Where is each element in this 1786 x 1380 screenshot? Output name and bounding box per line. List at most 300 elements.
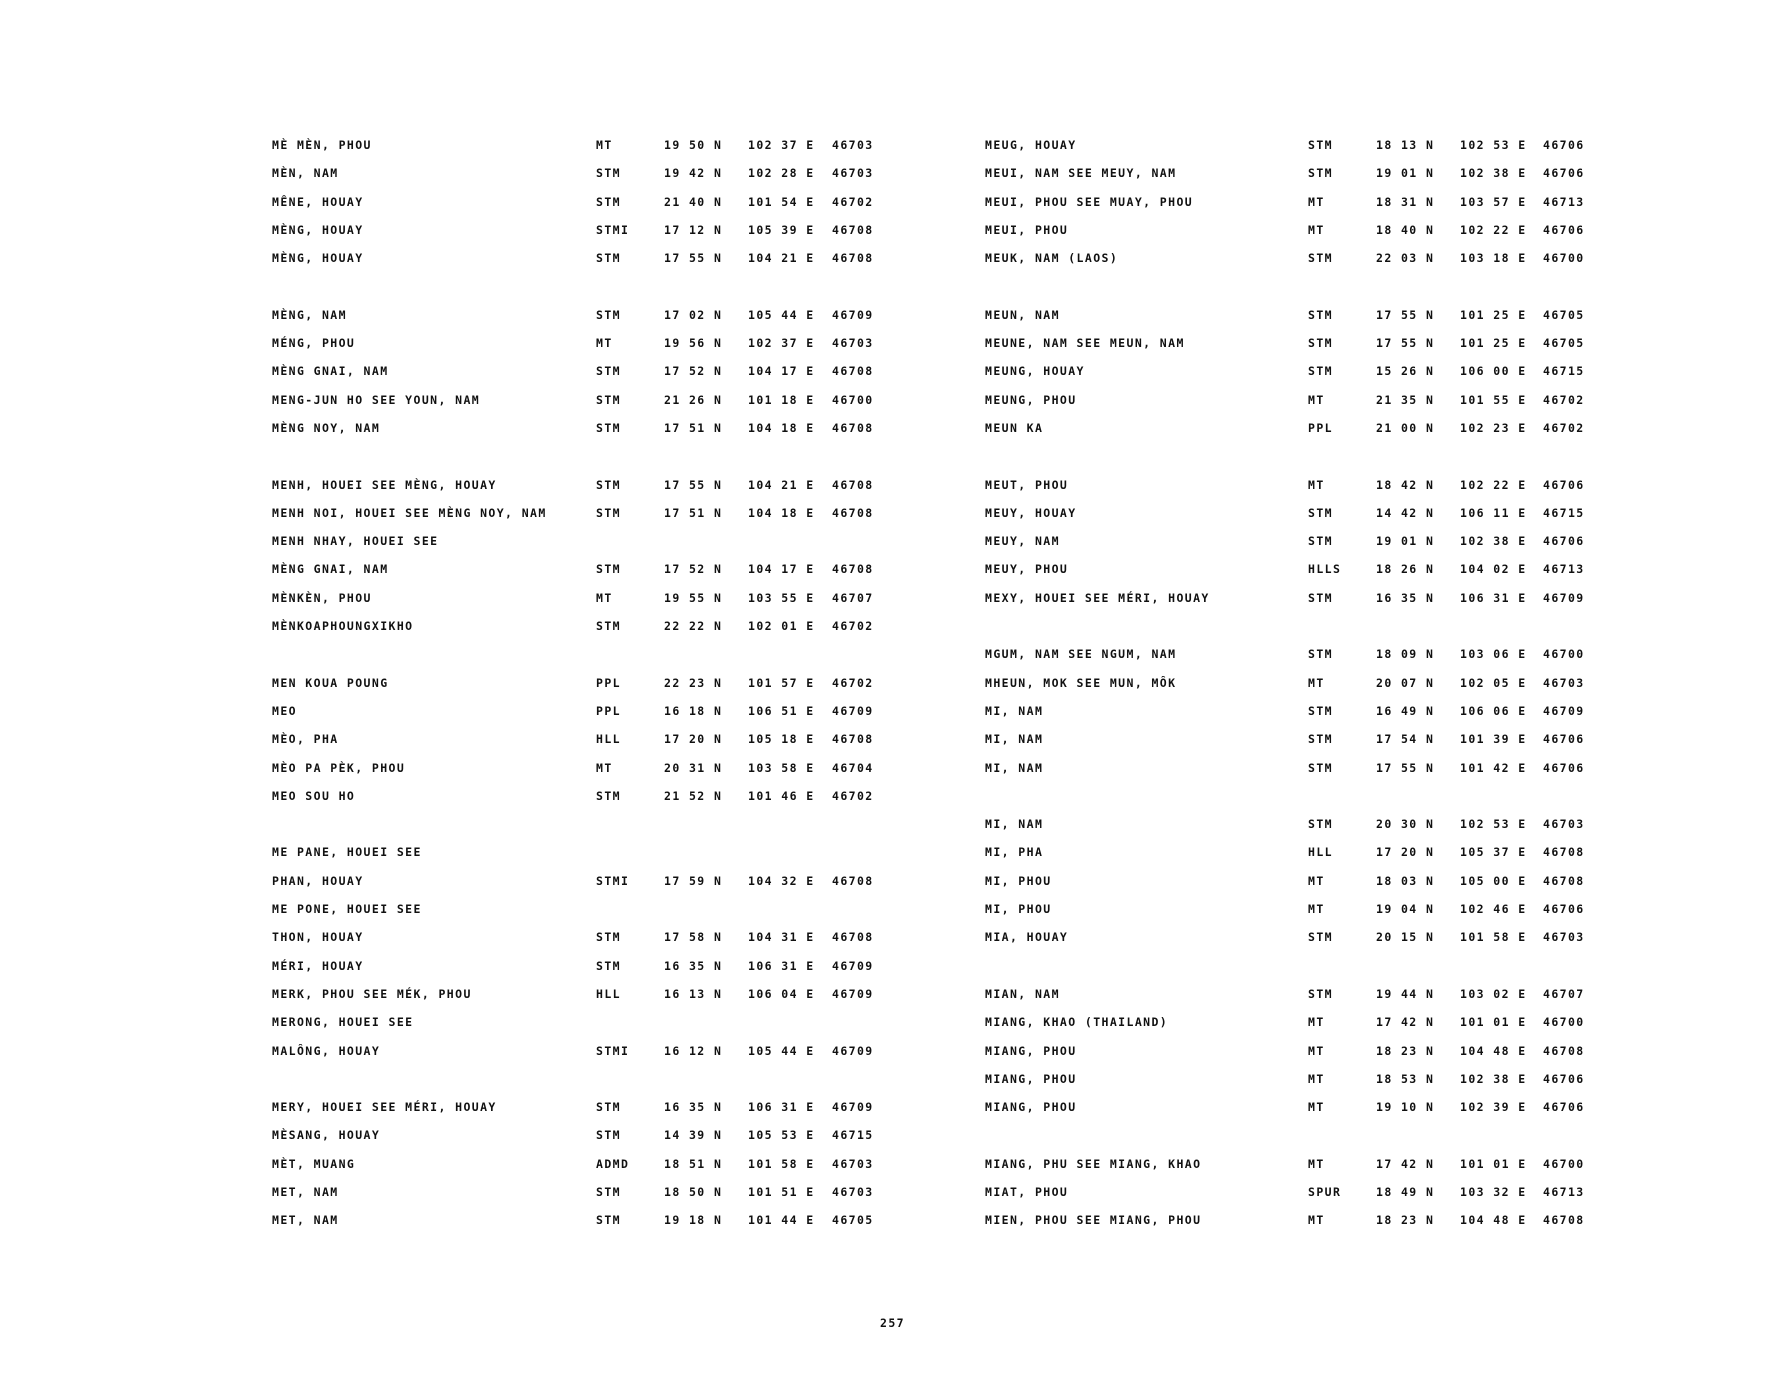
gazetteer-column-right — [985, 138, 1605, 1242]
place-name: MET, NAM — [272, 1184, 339, 1199]
feature-type: STM — [596, 562, 621, 577]
latitude: 19 10 N — [1376, 1100, 1435, 1115]
latitude: 16 18 N — [664, 703, 723, 718]
longitude: 106 31 E — [1460, 590, 1527, 605]
gazetteer-entry — [985, 987, 1605, 1015]
longitude: 106 31 E — [748, 958, 815, 973]
latitude: 17 52 N — [664, 364, 723, 379]
place-name: ME PONE, HOUEI SEE — [272, 902, 422, 917]
gazetteer-entry — [985, 1015, 1605, 1043]
gazetteer-entry — [985, 534, 1605, 562]
gazetteer-entry — [985, 930, 1605, 958]
map-sheet-code: 46703 — [1543, 817, 1585, 832]
latitude: 17 55 N — [1376, 336, 1435, 351]
latitude: 17 55 N — [664, 477, 723, 492]
place-name: MÈN, NAM — [272, 166, 339, 181]
feature-type: HLL — [596, 732, 621, 747]
longitude: 105 00 E — [1460, 873, 1527, 888]
map-sheet-code: 46707 — [1543, 986, 1585, 1001]
longitude: 102 28 E — [748, 166, 815, 181]
longitude: 106 11 E — [1460, 505, 1527, 520]
gazetteer-entry — [985, 1213, 1605, 1241]
feature-type: STM — [596, 364, 621, 379]
longitude: 102 46 E — [1460, 902, 1527, 917]
map-sheet-code: 46703 — [832, 1184, 874, 1199]
map-sheet-code: 46708 — [1543, 845, 1585, 860]
latitude: 18 42 N — [1376, 477, 1435, 492]
gazetteer-entry — [272, 902, 872, 930]
longitude: 103 18 E — [1460, 251, 1527, 266]
map-sheet-code: 46704 — [832, 760, 874, 775]
longitude: 101 39 E — [1460, 732, 1527, 747]
feature-type: MT — [1308, 1071, 1325, 1086]
place-name: MÈSANG, HOUAY — [272, 1128, 381, 1143]
longitude: 105 44 E — [748, 1043, 815, 1058]
place-name: MÈNG, HOUAY — [272, 222, 364, 237]
map-sheet-code: 46709 — [832, 986, 874, 1001]
longitude: 106 06 E — [1460, 703, 1527, 718]
feature-type: MT — [596, 590, 613, 605]
feature-type: STM — [596, 251, 621, 266]
place-name: PHAN, HOUAY — [272, 873, 364, 888]
map-sheet-code: 46709 — [832, 958, 874, 973]
gazetteer-entry — [985, 421, 1605, 449]
gazetteer-entry — [272, 676, 872, 704]
feature-type: STM — [1308, 307, 1333, 322]
feature-type: PPL — [596, 675, 621, 690]
longitude: 105 44 E — [748, 307, 815, 322]
place-name: MGUM, NAM SEE NGUM, NAM — [985, 647, 1177, 662]
gazetteer-entry — [272, 1157, 872, 1185]
longitude: 102 37 E — [748, 138, 815, 152]
gazetteer-entry — [272, 308, 872, 336]
gazetteer-entry — [985, 506, 1605, 534]
latitude: 17 52 N — [664, 562, 723, 577]
gazetteer-entry — [272, 279, 872, 307]
feature-type: STM — [1308, 166, 1333, 181]
place-name: MIANG, PHOU — [985, 1100, 1077, 1115]
map-sheet-code: 46713 — [1543, 194, 1585, 209]
longitude: 101 01 E — [1460, 1156, 1527, 1171]
place-name: MEUK, NAM (LAOS) — [985, 251, 1119, 266]
feature-type: STM — [1308, 986, 1333, 1001]
feature-type: STM — [596, 392, 621, 407]
map-sheet-code: 46706 — [1543, 477, 1585, 492]
longitude: 101 51 E — [748, 1184, 815, 1199]
latitude: 16 35 N — [664, 1100, 723, 1115]
map-sheet-code: 46706 — [1543, 902, 1585, 917]
map-sheet-code: 46708 — [832, 562, 874, 577]
latitude: 18 26 N — [1376, 562, 1435, 577]
place-name: MERK, PHOU SEE MÉK, PHOU — [272, 986, 472, 1001]
gazetteer-entry — [985, 1100, 1605, 1128]
place-name: MÈO PA PÈK, PHOU — [272, 760, 406, 775]
longitude: 104 31 E — [748, 930, 815, 945]
gazetteer-entry — [272, 591, 872, 619]
map-sheet-code: 46700 — [1543, 1015, 1585, 1030]
latitude: 18 50 N — [664, 1184, 723, 1199]
place-name: MEUI, PHOU — [985, 222, 1069, 237]
latitude: 17 20 N — [664, 732, 723, 747]
place-name: MEUNG, PHOU — [985, 392, 1077, 407]
page-number: 257 — [880, 1316, 905, 1330]
map-sheet-code: 46708 — [832, 873, 874, 888]
longitude: 102 38 E — [1460, 534, 1527, 549]
longitude: 105 18 E — [748, 732, 815, 747]
longitude: 104 17 E — [748, 364, 815, 379]
longitude: 104 18 E — [748, 505, 815, 520]
place-name: MENH NOI, HOUEI SEE MÈNG NOY, NAM — [272, 505, 547, 520]
gazetteer-entry — [272, 336, 872, 364]
latitude: 17 59 N — [664, 873, 723, 888]
gazetteer-entry — [272, 506, 872, 534]
longitude: 102 22 E — [1460, 222, 1527, 237]
latitude: 19 50 N — [664, 138, 723, 152]
gazetteer-entry — [272, 959, 872, 987]
gazetteer-entry — [272, 1213, 872, 1241]
feature-type: STM — [596, 1128, 621, 1143]
latitude: 17 51 N — [664, 505, 723, 520]
place-name: MERONG, HOUEI SEE — [272, 1015, 414, 1030]
place-name: MEXY, HOUEI SEE MÉRI, HOUAY — [985, 590, 1210, 605]
map-sheet-code: 46709 — [832, 1100, 874, 1115]
gazetteer-entry — [985, 562, 1605, 590]
latitude: 20 15 N — [1376, 930, 1435, 945]
longitude: 105 39 E — [748, 222, 815, 237]
feature-type: STM — [1308, 760, 1333, 775]
gazetteer-entry — [272, 166, 872, 194]
longitude: 101 18 E — [748, 392, 815, 407]
gazetteer-entry — [985, 1185, 1605, 1213]
latitude: 21 35 N — [1376, 392, 1435, 407]
place-name: MEUNE, NAM SEE MEUN, NAM — [985, 336, 1185, 351]
map-sheet-code: 46706 — [1543, 732, 1585, 747]
latitude: 18 23 N — [1376, 1043, 1435, 1058]
place-name: MET, NAM — [272, 1213, 339, 1228]
gazetteer-entry — [272, 138, 872, 166]
place-name: MÉNG, PHOU — [272, 336, 356, 351]
gazetteer-entry — [272, 195, 872, 223]
map-sheet-code: 46709 — [832, 307, 874, 322]
latitude: 21 52 N — [664, 788, 723, 803]
place-name: MEUN KA — [985, 420, 1044, 435]
latitude: 17 55 N — [664, 251, 723, 266]
map-sheet-code: 46705 — [832, 1213, 874, 1228]
gazetteer-entry — [985, 959, 1605, 987]
longitude: 104 32 E — [748, 873, 815, 888]
gazetteer-entry — [272, 393, 872, 421]
feature-type: STM — [596, 930, 621, 945]
longitude: 103 57 E — [1460, 194, 1527, 209]
place-name: MIANG, PHU SEE MIANG, KHAO — [985, 1156, 1202, 1171]
place-name: THON, HOUAY — [272, 930, 364, 945]
map-sheet-code: 46708 — [832, 222, 874, 237]
place-name: MIEN, PHOU SEE MIANG, PHOU — [985, 1213, 1202, 1228]
gazetteer-entry — [272, 562, 872, 590]
latitude: 17 55 N — [1376, 760, 1435, 775]
feature-type: STM — [596, 194, 621, 209]
map-sheet-code: 46700 — [1543, 251, 1585, 266]
gazetteer-entry — [985, 223, 1605, 251]
place-name: MEUI, PHOU SEE MUAY, PHOU — [985, 194, 1194, 209]
latitude: 18 51 N — [664, 1156, 723, 1171]
map-sheet-code: 46709 — [1543, 590, 1585, 605]
latitude: 20 30 N — [1376, 817, 1435, 832]
gazetteer-entry — [272, 1015, 872, 1043]
gazetteer-entry — [272, 789, 872, 817]
feature-type: STM — [596, 1213, 621, 1228]
gazetteer-entry — [272, 1185, 872, 1213]
place-name: MEUN, NAM — [985, 307, 1060, 322]
feature-type: STM — [596, 619, 621, 634]
place-name: MEUY, NAM — [985, 534, 1060, 549]
place-name: MÈNG GNAI, NAM — [272, 364, 389, 379]
latitude: 18 09 N — [1376, 647, 1435, 662]
latitude: 22 22 N — [664, 619, 723, 634]
place-name: MÈ MÈN, PHOU — [272, 138, 372, 152]
latitude: 20 31 N — [664, 760, 723, 775]
latitude: 19 04 N — [1376, 902, 1435, 917]
place-name: MEUY, HOUAY — [985, 505, 1077, 520]
gazetteer-entry — [985, 647, 1605, 675]
gazetteer-entry — [272, 704, 872, 732]
feature-type: STM — [596, 788, 621, 803]
feature-type: STM — [1308, 138, 1333, 152]
latitude: 16 12 N — [664, 1043, 723, 1058]
latitude: 19 01 N — [1376, 166, 1435, 181]
feature-type: PPL — [596, 703, 621, 718]
feature-type: MT — [1308, 675, 1325, 690]
longitude: 102 22 E — [1460, 477, 1527, 492]
feature-type: HLL — [596, 986, 621, 1001]
map-sheet-code: 46709 — [832, 1043, 874, 1058]
latitude: 18 40 N — [1376, 222, 1435, 237]
gazetteer-entry — [985, 195, 1605, 223]
place-name: MI, PHOU — [985, 873, 1052, 888]
map-sheet-code: 46702 — [1543, 392, 1585, 407]
gazetteer-entry — [985, 166, 1605, 194]
gazetteer-entry — [985, 591, 1605, 619]
map-sheet-code: 46706 — [1543, 222, 1585, 237]
longitude: 101 46 E — [748, 788, 815, 803]
longitude: 106 04 E — [748, 986, 815, 1001]
gazetteer-entry — [272, 421, 872, 449]
feature-type: ADMD — [596, 1156, 630, 1171]
longitude: 104 17 E — [748, 562, 815, 577]
feature-type: STM — [1308, 251, 1333, 266]
feature-type: STM — [596, 477, 621, 492]
place-name: MENG-JUN HO SEE YOUN, NAM — [272, 392, 481, 407]
longitude: 104 21 E — [748, 477, 815, 492]
map-sheet-code: 46703 — [832, 1156, 874, 1171]
map-sheet-code: 46703 — [832, 166, 874, 181]
latitude: 17 02 N — [664, 307, 723, 322]
gazetteer-entry — [985, 761, 1605, 789]
map-sheet-code: 46702 — [832, 788, 874, 803]
place-name: MEUI, NAM SEE MEUY, NAM — [985, 166, 1177, 181]
latitude: 17 54 N — [1376, 732, 1435, 747]
gazetteer-entry — [985, 902, 1605, 930]
feature-type: STM — [1308, 930, 1333, 945]
feature-type: STM — [596, 1184, 621, 1199]
latitude: 16 35 N — [664, 958, 723, 973]
place-name: MEUNG, HOUAY — [985, 364, 1085, 379]
place-name: MÉRI, HOUAY — [272, 958, 364, 973]
longitude: 104 02 E — [1460, 562, 1527, 577]
feature-type: STMI — [596, 222, 630, 237]
gazetteer-entry — [985, 676, 1605, 704]
map-sheet-code: 46713 — [1543, 1184, 1585, 1199]
map-sheet-code: 46706 — [1543, 760, 1585, 775]
place-name: MIANG, PHOU — [985, 1071, 1077, 1086]
latitude: 16 49 N — [1376, 703, 1435, 718]
latitude: 17 12 N — [664, 222, 723, 237]
longitude: 101 57 E — [748, 675, 815, 690]
gazetteer-entry — [272, 845, 872, 873]
feature-type: STM — [1308, 647, 1333, 662]
longitude: 103 06 E — [1460, 647, 1527, 662]
gazetteer-entry — [985, 336, 1605, 364]
map-sheet-code: 46706 — [1543, 1071, 1585, 1086]
gazetteer-entry — [985, 308, 1605, 336]
gazetteer-entry — [985, 704, 1605, 732]
gazetteer-entry — [985, 138, 1605, 166]
latitude: 19 44 N — [1376, 986, 1435, 1001]
feature-type: STM — [1308, 336, 1333, 351]
latitude: 18 53 N — [1376, 1071, 1435, 1086]
longitude: 102 01 E — [748, 619, 815, 634]
longitude: 101 25 E — [1460, 307, 1527, 322]
feature-type: STM — [1308, 703, 1333, 718]
feature-type: MT — [1308, 392, 1325, 407]
gazetteer-entry — [985, 393, 1605, 421]
map-sheet-code: 46703 — [1543, 930, 1585, 945]
map-sheet-code: 46703 — [832, 138, 874, 152]
place-name: MIANG, PHOU — [985, 1043, 1077, 1058]
gazetteer-entry — [985, 817, 1605, 845]
map-sheet-code: 46709 — [832, 703, 874, 718]
gazetteer-entry — [985, 732, 1605, 760]
place-name: MÈNG GNAI, NAM — [272, 562, 389, 577]
gazetteer-entry — [272, 619, 872, 647]
latitude: 19 56 N — [664, 336, 723, 351]
gazetteer-entry — [985, 1072, 1605, 1100]
map-sheet-code: 46707 — [832, 590, 874, 605]
place-name: MENH NHAY, HOUEI SEE — [272, 534, 439, 549]
map-sheet-code: 46702 — [832, 675, 874, 690]
latitude: 18 13 N — [1376, 138, 1435, 152]
latitude: 17 42 N — [1376, 1015, 1435, 1030]
place-name: MI, NAM — [985, 703, 1044, 718]
latitude: 17 55 N — [1376, 307, 1435, 322]
place-name: ME PANE, HOUEI SEE — [272, 845, 422, 860]
feature-type: STMI — [596, 1043, 630, 1058]
longitude: 102 38 E — [1460, 1071, 1527, 1086]
map-sheet-code: 46706 — [1543, 1100, 1585, 1115]
longitude: 105 37 E — [1460, 845, 1527, 860]
place-name: MI, NAM — [985, 760, 1044, 775]
place-name: MHEUN, MOK SEE MUN, MÔK — [985, 675, 1177, 690]
place-name: MEUG, HOUAY — [985, 138, 1077, 152]
map-sheet-code: 46702 — [832, 194, 874, 209]
gazetteer-entry — [985, 364, 1605, 392]
longitude: 103 58 E — [748, 760, 815, 775]
place-name: MÈNKOAPHOUNGXIKHO — [272, 619, 414, 634]
feature-type: MT — [596, 138, 613, 152]
latitude: 17 42 N — [1376, 1156, 1435, 1171]
feature-type: PPL — [1308, 420, 1333, 435]
feature-type: MT — [1308, 873, 1325, 888]
place-name: MEN KOUA POUNG — [272, 675, 389, 690]
longitude: 101 25 E — [1460, 336, 1527, 351]
place-name: MERY, HOUEI SEE MÉRI, HOUAY — [272, 1100, 497, 1115]
feature-type: STM — [596, 420, 621, 435]
longitude: 103 55 E — [748, 590, 815, 605]
map-sheet-code: 46708 — [832, 420, 874, 435]
place-name: MEO SOU HO — [272, 788, 356, 803]
latitude: 22 03 N — [1376, 251, 1435, 266]
longitude: 102 39 E — [1460, 1100, 1527, 1115]
longitude: 106 51 E — [748, 703, 815, 718]
place-name: MÈNG NOY, NAM — [272, 420, 381, 435]
map-sheet-code: 46708 — [832, 477, 874, 492]
gazetteer-entry — [272, 761, 872, 789]
map-sheet-code: 46702 — [1543, 420, 1585, 435]
gazetteer-entry — [272, 251, 872, 279]
place-name: MIAT, PHOU — [985, 1184, 1069, 1199]
place-name: MENH, HOUEI SEE MÈNG, HOUAY — [272, 477, 497, 492]
feature-type: STM — [1308, 505, 1333, 520]
gazetteer-entry — [272, 1128, 872, 1156]
place-name: MÈNG, HOUAY — [272, 251, 364, 266]
feature-type: MT — [596, 336, 613, 351]
map-sheet-code: 46700 — [832, 392, 874, 407]
place-name: MI, PHOU — [985, 902, 1052, 917]
feature-type: STM — [1308, 732, 1333, 747]
longitude: 103 02 E — [1460, 986, 1527, 1001]
gazetteer-entry — [272, 364, 872, 392]
feature-type: MT — [1308, 1213, 1325, 1228]
place-name: MÊNE, HOUAY — [272, 194, 364, 209]
gazetteer-entry — [272, 478, 872, 506]
gazetteer-entry — [985, 449, 1605, 477]
latitude: 17 58 N — [664, 930, 723, 945]
feature-type: STM — [596, 505, 621, 520]
feature-type: STMI — [596, 873, 630, 888]
feature-type: MT — [596, 760, 613, 775]
latitude: 19 01 N — [1376, 534, 1435, 549]
gazetteer-entry — [985, 279, 1605, 307]
feature-type: STM — [1308, 590, 1333, 605]
latitude: 18 31 N — [1376, 194, 1435, 209]
gazetteer-entry — [985, 478, 1605, 506]
feature-type: MT — [1308, 902, 1325, 917]
place-name: MÈT, MUANG — [272, 1156, 356, 1171]
map-sheet-code: 46708 — [832, 732, 874, 747]
map-sheet-code: 46715 — [832, 1128, 874, 1143]
gazetteer-entry — [985, 874, 1605, 902]
gazetteer-entry — [272, 930, 872, 958]
feature-type: STM — [596, 166, 621, 181]
feature-type: HLL — [1308, 845, 1333, 860]
gazetteer-entry — [272, 732, 872, 760]
longitude: 102 05 E — [1460, 675, 1527, 690]
place-name: MEUY, PHOU — [985, 562, 1069, 577]
place-name: MÈNG, NAM — [272, 307, 347, 322]
longitude: 103 32 E — [1460, 1184, 1527, 1199]
feature-type: MT — [1308, 477, 1325, 492]
map-sheet-code: 46708 — [1543, 1213, 1585, 1228]
